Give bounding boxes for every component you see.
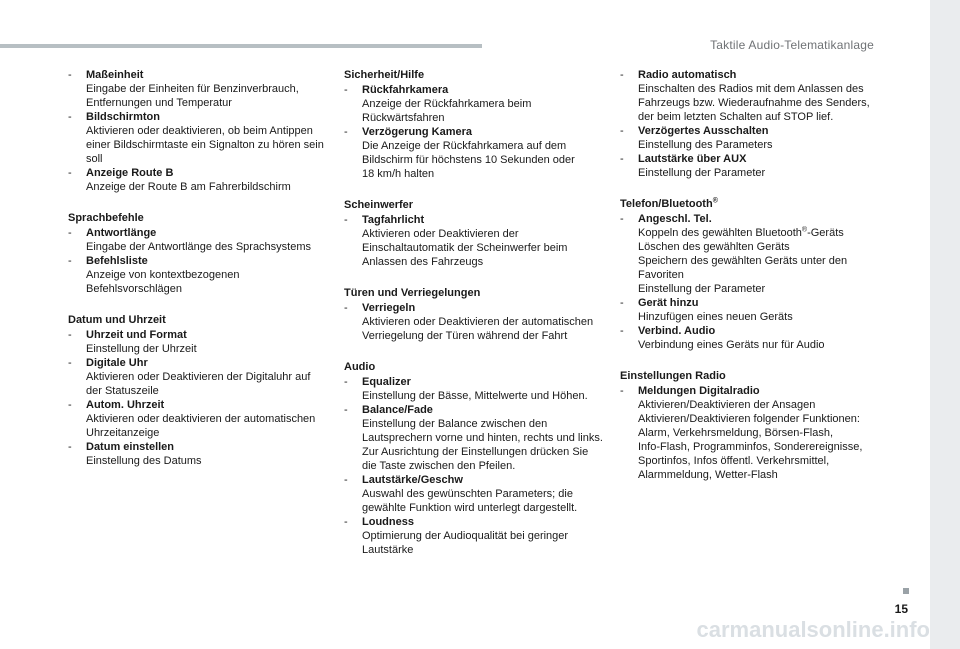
item-title: Uhrzeit und Format <box>86 329 187 341</box>
list-item <box>68 68 326 110</box>
list-item <box>620 324 880 352</box>
dash-bullet: - <box>68 441 72 453</box>
section-title: Sprachbefehle <box>68 212 144 224</box>
dash-bullet: - <box>344 84 348 96</box>
item-description: Einstellung der Balance zwischen den Lautsprechern vorne und hinten, rechts und links. Zur Ausrichtung der Einstellungen drücken Sie die Taste zwischen den Pfeilen. <box>362 418 603 472</box>
list-item <box>344 515 606 557</box>
item-title: Anzeige Route B <box>86 167 174 179</box>
section <box>68 68 326 194</box>
item-title: Gerät hinzu <box>638 297 699 309</box>
dash-bullet: - <box>68 167 72 179</box>
item-title: Verzögerung Kamera <box>362 126 473 138</box>
item-title: Meldungen Digitalradio <box>638 385 760 397</box>
item-title: Rückfahrkamera <box>362 84 449 96</box>
item-description: Auswahl des gewünschten Parameters; die gewählte Funktion wird unterlegt dargestellt. <box>362 488 578 514</box>
dash-bullet: - <box>344 126 348 138</box>
dash-bullet: - <box>344 214 348 226</box>
list-item <box>68 254 326 296</box>
dash-bullet: - <box>344 302 348 314</box>
section <box>344 68 606 181</box>
list-item <box>68 166 326 194</box>
item-title: Lautstärke/Geschw <box>362 474 463 486</box>
dash-bullet: - <box>620 297 624 309</box>
section <box>68 313 326 468</box>
dash-bullet: - <box>68 111 72 123</box>
item-title: Radio automatisch <box>638 69 737 81</box>
item-title: Bildschirmton <box>86 111 160 123</box>
item-title: Datum einstellen <box>86 441 175 453</box>
item-description: Eingabe der Antwortlänge des Sprachsystems <box>86 241 312 253</box>
item-title: Lautstärke über AUX <box>638 153 747 165</box>
column-2 <box>344 68 606 574</box>
watermark: carmanualsonline.info <box>696 617 930 642</box>
item-title: Balance/Fade <box>362 404 433 416</box>
item-description: Anzeige von kontextbezogenen Befehlsvorschlägen <box>86 269 240 295</box>
list-item <box>68 328 326 356</box>
item-description: Einstellung der Uhrzeit <box>86 343 197 355</box>
item-title: Antwortlänge <box>86 227 157 239</box>
item-description: Einstellung des Parameters <box>638 139 773 151</box>
item-description: Optimierung der Audioqualität bei geringer Lautstärke <box>362 530 569 556</box>
item-description: Aktivieren oder deaktivieren der automatischen Uhrzeitanzeige <box>86 413 316 439</box>
item-description: Einschalten des Radios mit dem Anlassen des Fahrzeugs bzw. Wiederaufnahme des Senders, der beim letzten Schalten auf STOP lief. <box>638 83 870 123</box>
section-title: Telefon/Bluetooth® <box>620 197 718 210</box>
item-title: Befehlsliste <box>86 255 148 267</box>
item-title: Verbind. Audio <box>638 325 716 337</box>
header-title: Taktile Audio-Telematikanlage <box>710 38 874 52</box>
item-title: Verzögertes Ausschalten <box>638 125 769 137</box>
item-description: Aktivieren oder Deaktivieren der automatischen Verriegelung der Türen während der Fahrt <box>362 316 594 342</box>
dash-bullet: - <box>68 227 72 239</box>
section <box>344 286 606 343</box>
section <box>620 197 880 352</box>
dash-bullet: - <box>344 474 348 486</box>
item-title: Digitale Uhr <box>86 357 148 369</box>
list-item <box>344 403 606 473</box>
item-description: Aktivieren oder deaktivieren, ob beim Antippen einer Bildschirmtaste ein Signalton zu hören sein soll <box>86 125 324 165</box>
section-title: Sicherheit/Hilfe <box>344 69 425 81</box>
page-number: 15 <box>894 602 908 616</box>
page-marker <box>903 588 909 594</box>
dash-bullet: - <box>68 329 72 341</box>
section <box>344 360 606 557</box>
dash-bullet: - <box>68 69 72 81</box>
section-title: Datum und Uhrzeit <box>68 314 166 326</box>
item-title: Tagfahrlicht <box>362 214 425 226</box>
column-3 <box>620 68 880 499</box>
side-strip <box>930 0 960 649</box>
list-item <box>68 110 326 166</box>
item-description: Aktivieren oder Deaktivieren der Einschaltautomatik der Scheinwerfer beim Anlassen des Fahrzeugs <box>362 228 568 268</box>
list-item <box>344 125 606 181</box>
item-title: Equalizer <box>362 376 411 388</box>
section-title: Einstellungen Radio <box>620 370 726 382</box>
list-item <box>344 301 606 343</box>
dash-bullet: - <box>620 153 624 165</box>
dash-bullet: - <box>620 385 624 397</box>
item-description: Aktivieren/Deaktivieren der Ansagen Aktivieren/Deaktivieren folgender Funktionen: Alarm, Verkehrsmeldung, Börsen-Flash, Info-Flash, Programminfos, Sonderereignisse, Sportinfos, Infos öffentl. Verkehrsmittel, Alarmmeldung, Wetter-Flash <box>638 399 863 481</box>
section <box>620 68 880 180</box>
item-description: Einstellung der Parameter <box>638 167 766 179</box>
column-1 <box>68 68 326 485</box>
section <box>620 369 880 482</box>
dash-bullet: - <box>68 399 72 411</box>
list-item <box>344 473 606 515</box>
item-title: Autom. Uhrzeit <box>86 399 165 411</box>
dash-bullet: - <box>620 69 624 81</box>
list-item <box>344 213 606 269</box>
item-description: Aktivieren oder Deaktivieren der Digitaluhr auf der Statuszeile <box>86 371 311 397</box>
list-item <box>620 68 880 124</box>
item-title: Verriegeln <box>362 302 416 314</box>
item-description: Verbindung eines Geräts nur für Audio <box>638 339 825 351</box>
list-item <box>68 356 326 398</box>
list-item <box>68 398 326 440</box>
item-description: Anzeige der Route B am Fahrerbildschirm <box>86 181 291 193</box>
list-item <box>620 296 880 324</box>
section <box>68 211 326 296</box>
section <box>344 198 606 269</box>
dash-bullet: - <box>344 516 348 528</box>
item-description: Einstellung des Datums <box>86 455 202 467</box>
list-item <box>344 375 606 403</box>
list-item <box>620 384 880 482</box>
dash-bullet: - <box>344 404 348 416</box>
dash-bullet: - <box>620 325 624 337</box>
section-title: Audio <box>344 361 376 373</box>
item-description: Anzeige der Rückfahrkamera beim Rückwärtsfahren <box>362 98 532 124</box>
dash-bullet: - <box>68 255 72 267</box>
section-title: Scheinwerfer <box>344 199 414 211</box>
item-title: Maßeinheit <box>86 69 144 81</box>
dash-bullet: - <box>620 213 624 225</box>
item-description: Hinzufügen eines neuen Geräts <box>638 311 793 323</box>
list-item <box>620 152 880 180</box>
item-title: Loudness <box>362 516 414 528</box>
list-item <box>68 440 326 468</box>
item-description: Koppeln des gewählten Bluetooth®-Geräts Löschen des gewählten Geräts Speichern des gewählten Geräts unter den Favoriten Einstellung der Parameter <box>638 226 848 295</box>
item-description: Einstellung der Bässe, Mittelwerte und Höhen. <box>362 390 588 402</box>
item-description: Die Anzeige der Rückfahrkamera auf dem Bildschirm für höchstens 10 Sekunden oder 18 km/h halten <box>362 140 575 180</box>
list-item <box>620 212 880 296</box>
dash-bullet: - <box>68 357 72 369</box>
dash-bullet: - <box>620 125 624 137</box>
header-rule <box>0 44 482 48</box>
section-title: Türen und Verriegelungen <box>344 287 481 299</box>
list-item <box>344 83 606 125</box>
dash-bullet: - <box>344 376 348 388</box>
item-description: Eingabe der Einheiten für Benzinverbrauch, Entfernungen und Temperatur <box>86 83 299 109</box>
list-item <box>620 124 880 152</box>
list-item <box>68 226 326 254</box>
item-title: Angeschl. Tel. <box>638 213 712 225</box>
